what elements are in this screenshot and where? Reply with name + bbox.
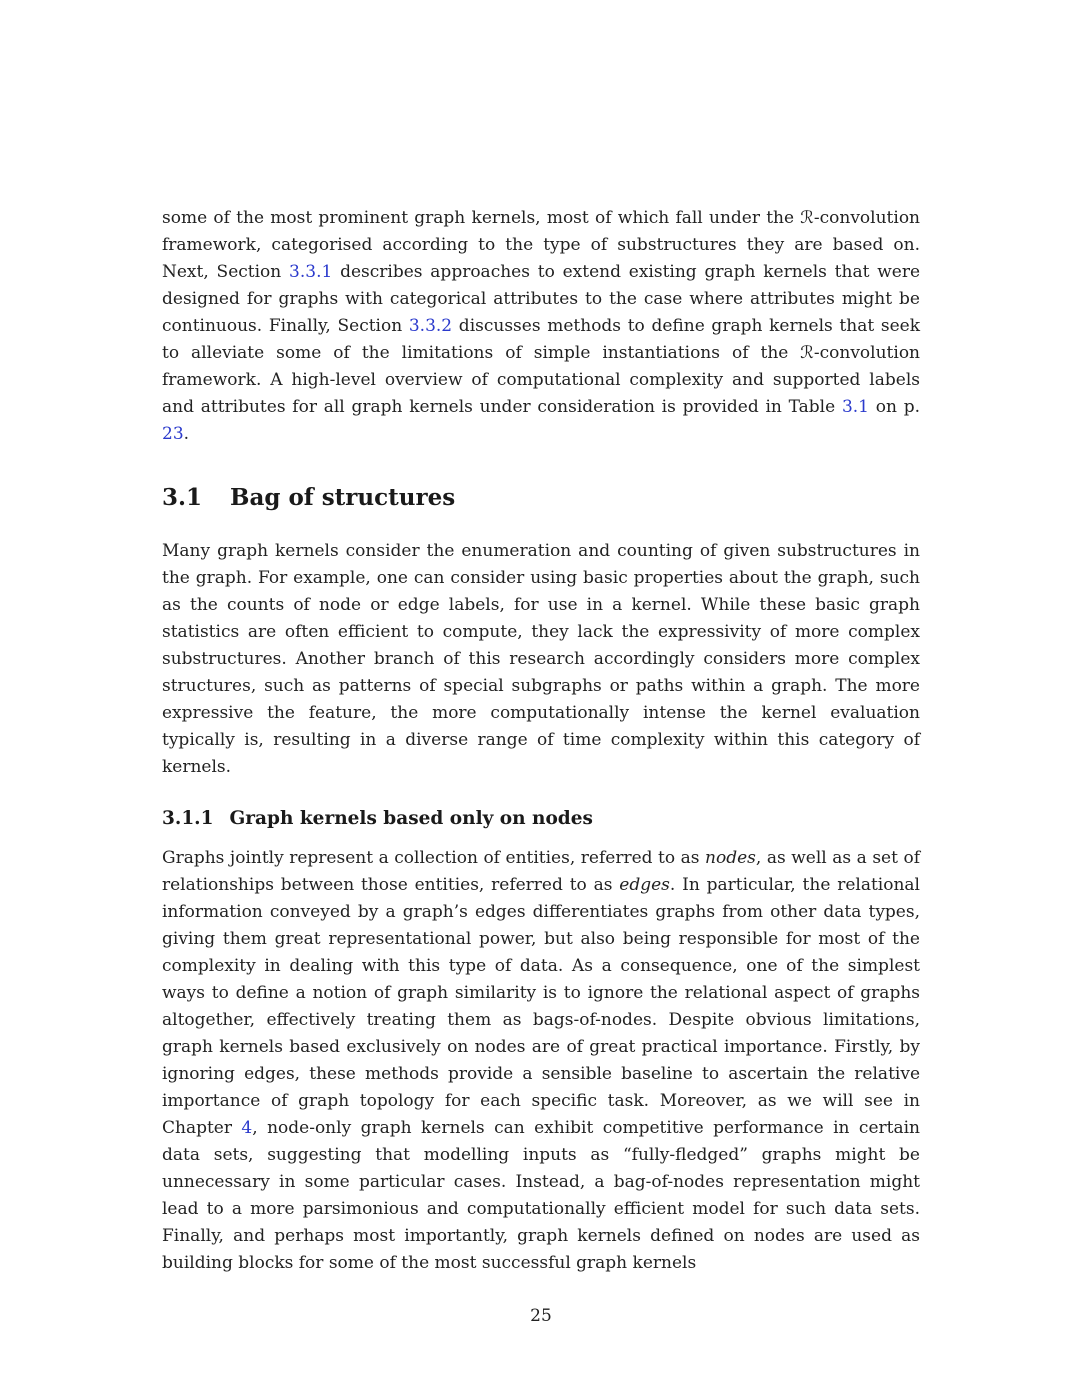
section-heading-3-1 [162, 484, 920, 512]
text-segment: . [183, 424, 190, 444]
italic-term-nodes: nodes [705, 848, 756, 868]
text-segment: , as well as a set of relationships between those entities, referred to as [162, 848, 920, 895]
section-title: Bag of structures [230, 484, 456, 511]
section-ref-3-3-1-link[interactable]: 3.3.1 [289, 262, 333, 282]
page-number: 25 [530, 1306, 552, 1326]
page-ref-23-link[interactable]: 23 [162, 424, 184, 444]
text-segment: on p. [868, 397, 920, 417]
paragraph-bag-of-structures: Many graph kernels consider the enumeration and counting of given substructures in the graph. For example, one can consider using basic properties about the graph, such as the counts of node or edge labels, for use in a kernel. While these basic graph statistics are often efficient to compute, they lack the expressivity of more complex substructures. Another branch of this research accordingly considers more complex structures, such as patterns of special subgraphs or paths within a graph. The more expressive the feature, the more computationally intense the kernel evaluation typically is, resulting in a diverse range of time complexity within this category of kernels. [162, 541, 920, 777]
italic-term-edges: edges [619, 875, 670, 895]
text-segment: , node-only graph kernels can exhibit competitive performance in certain data sets, suggesting that modelling inputs as “fully-fledged” graphs might be unnecessary in some particular cases. Instead, a bag-of-nodes representation might lead to a more parsimonious and computationally efficient model for such data sets. Finally, and perhaps most importantly, graph kernels defined on nodes are used as building blocks for some of the most successful graph kernels [162, 1118, 920, 1273]
chapter-ref-4-link[interactable]: 4 [241, 1118, 253, 1138]
text-segment: some of the most prominent graph kernels, most of which fall under the ℛ-convolution framework, categorised according to the type of substructures they are based on. Next, Section [162, 208, 920, 282]
subsection-title: Graph kernels based only on nodes [229, 808, 593, 829]
paragraph-graph-kernels-nodes [162, 845, 920, 1277]
page-content [162, 0, 920, 1330]
section-ref-3-3-2-link[interactable]: 3.3.2 [408, 316, 453, 336]
text-segment: describes approaches to extend existing graph kernels that were designed for graphs with categorical attributes to the case where attributes might be continuous. Finally, Section [162, 262, 921, 336]
paragraph-continuation [162, 205, 920, 448]
text-segment: discusses methods to define graph kernels that seek to alleviate some of the limitations of simple instantiations of the ℛ-convolution framework. A high-level overview of computational complexity and supported labels and attributes for all graph kernels under consideration is provided in Table [162, 316, 921, 417]
text-segment: Graphs jointly represent a collection of entities, referred to as [162, 848, 706, 868]
subsection-number: 3.1.1 [162, 808, 214, 829]
section-number: 3.1 [162, 484, 203, 511]
subsection-heading-3-1-1 [162, 807, 920, 831]
text-segment: . In particular, the relational information conveyed by a graph’s edges differentiates graphs from other data types, giving them great representational power, but also being responsible for most of the complexity in dealing with this type of data. As a consequence, one of the simplest ways to define a notion of graph similarity is to ignore the relational aspect of graphs altogether, effectively treating them as bags-of-nodes. Despite obvious limitations, graph kernels based exclusively on nodes are of great practical importance. Firstly, by ignoring edges, these methods provide a sensible baseline to ascertain the relative importance of graph topology for each specific task. Moreover, as we will see in Chapter [162, 875, 920, 1138]
table-ref-3-1-link[interactable]: 3.1 [841, 397, 869, 417]
